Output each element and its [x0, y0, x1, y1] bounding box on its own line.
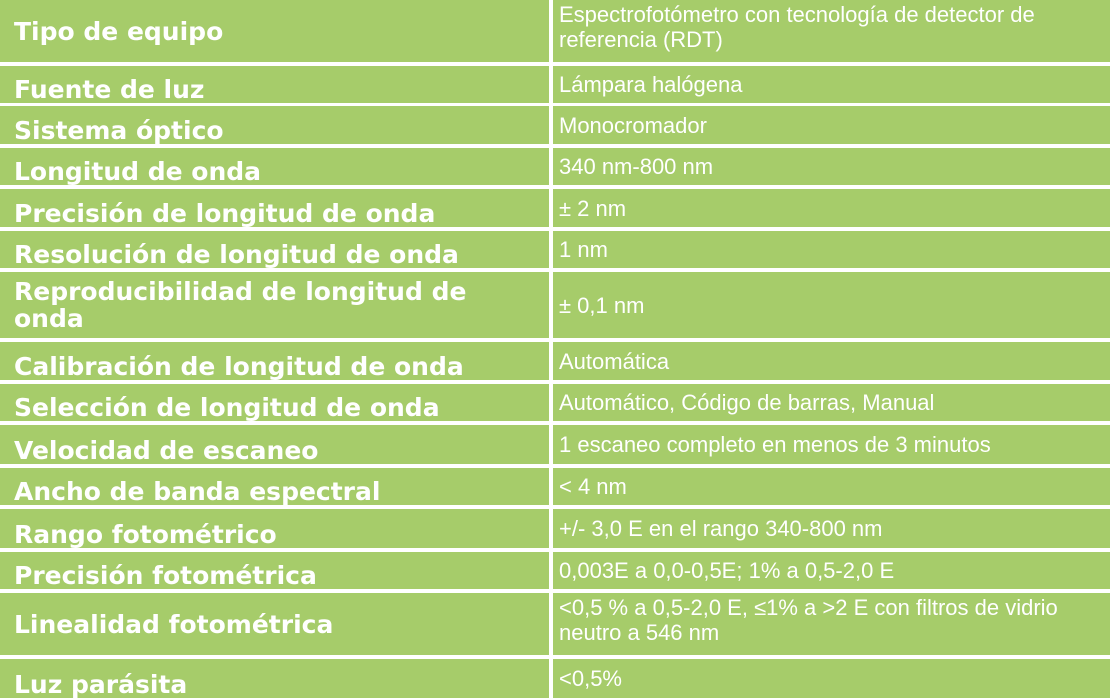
row-value: <0,5 % a 0,5-2,0 E, ≤1% a >2 E con filtros de vidrio neutro a 546 nm — [553, 593, 1110, 655]
row-label: Reproducibilidad de longitud de onda — [0, 272, 549, 338]
table-row — [0, 0, 1110, 62]
row-value: 340 nm-800 nm — [553, 148, 1110, 185]
row-label: Precisión fotométrica — [0, 552, 549, 589]
table-row — [0, 659, 1110, 698]
row-label: Ancho de banda espectral — [0, 468, 549, 505]
row-value: 1 nm — [553, 231, 1110, 268]
table-row — [0, 106, 1110, 144]
row-label: Velocidad de escaneo — [0, 425, 549, 464]
row-value: < 4 nm — [553, 468, 1110, 505]
table-row — [0, 66, 1110, 103]
row-value: ± 2 nm — [553, 189, 1110, 227]
row-label: Fuente de luz — [0, 66, 549, 103]
row-label: Calibración de longitud de onda — [0, 342, 549, 380]
row-value: 1 escaneo completo en menos de 3 minutos — [553, 425, 1110, 464]
row-label: Tipo de equipo — [0, 0, 549, 62]
table-row — [0, 148, 1110, 185]
table-row — [0, 425, 1110, 464]
row-label: Selección de longitud de onda — [0, 384, 549, 421]
row-value: +/- 3,0 E en el rango 340-800 nm — [553, 509, 1110, 548]
row-label: Linealidad fotométrica — [0, 593, 549, 655]
table-row — [0, 552, 1110, 589]
row-value: ± 0,1 nm — [553, 272, 1110, 338]
table-row — [0, 189, 1110, 227]
row-value: Automática — [553, 342, 1110, 380]
row-value: <0,5% — [553, 659, 1110, 698]
row-label: Longitud de onda — [0, 148, 549, 185]
row-value: Lámpara halógena — [553, 66, 1110, 103]
row-label: Precisión de longitud de onda — [0, 189, 549, 227]
row-value: Automático, Código de barras, Manual — [553, 384, 1110, 421]
row-value: Espectrofotómetro con tecnología de detector de referencia (RDT) — [553, 0, 1110, 62]
table-row — [0, 384, 1110, 421]
row-value: Monocromador — [553, 106, 1110, 144]
row-label: Sistema óptico — [0, 106, 549, 144]
table-row — [0, 342, 1110, 380]
table-row — [0, 272, 1110, 338]
row-value: 0,003E a 0,0-0,5E; 1% a 0,5-2,0 E — [553, 552, 1110, 589]
table-row — [0, 231, 1110, 268]
table-row — [0, 468, 1110, 505]
row-label: Rango fotométrico — [0, 509, 549, 548]
row-label: Resolución de longitud de onda — [0, 231, 549, 268]
table-row — [0, 509, 1110, 548]
row-label: Luz parásita — [0, 659, 549, 698]
table-row — [0, 593, 1110, 655]
